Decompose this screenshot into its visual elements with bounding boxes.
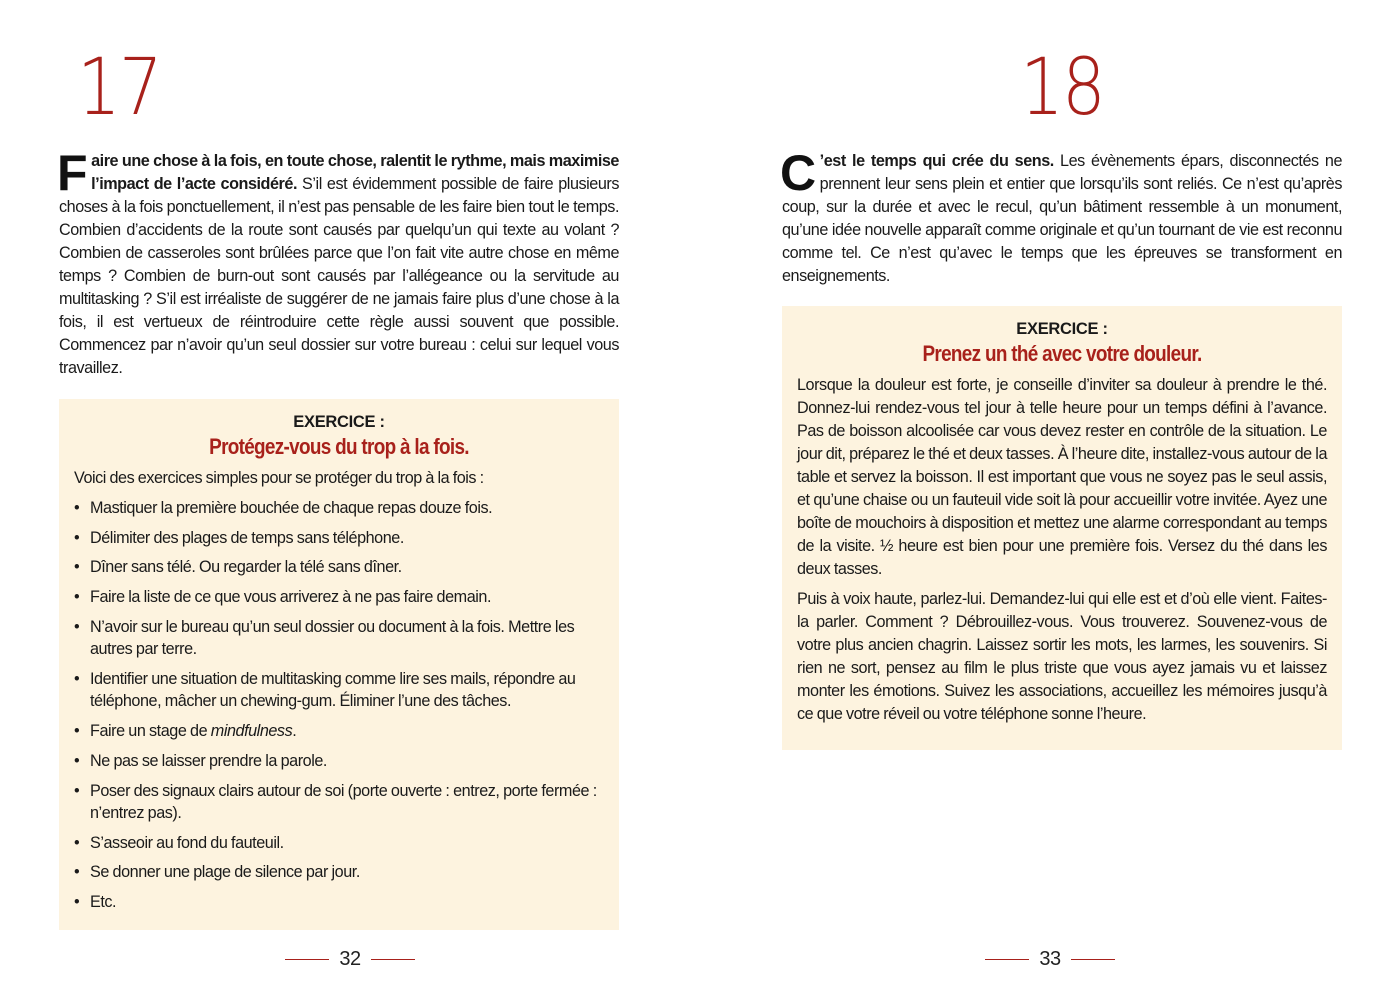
bullet-icon: •: [74, 833, 80, 852]
drop-cap: C: [780, 145, 816, 201]
drop-cap: F: [57, 145, 88, 201]
list-item: • S’asseoir au fond du fauteuil.: [74, 832, 604, 855]
page-number-text: 33: [1039, 947, 1061, 970]
page-left: [59, 0, 619, 988]
exercise-title: Protégez-vous du trop à la fois.: [209, 434, 469, 459]
list-item: • Identifier une situation de multitasking comme lire ses mails, répondre au téléphone, mâcher un chewing-gum. Éliminer l’une des tâches.: [74, 669, 576, 711]
list-item: • Mastiquer la première bouchée de chaque repas douze fois.: [74, 497, 604, 520]
exercise-box: [782, 306, 1342, 750]
list-item: • Faire un stage de mindfulness.: [74, 720, 604, 743]
exercise-title: Prenez un thé avec votre douleur.: [922, 341, 1202, 366]
intro-paragraph: [780, 145, 1343, 288]
page-number: [985, 944, 1115, 974]
list-item: • Dîner sans télé. Ou regarder la télé sans dîner.: [74, 556, 604, 579]
exercise-paragraph: Puis à voix haute, parlez-lui. Demandez-lui qui elle est et d’où elle vient. Faites-la parler. Comment ? Débrouillez-vous. Vous trouverez. Souvenez-vous de votre plus ancien chagrin. Laissez sortir les mots, les larmes, les souvenirs. Si rien ne sort, pensez au film le plus triste que vous ayez jamais vu et laissez monter les émotions. Suivez les associations, accueillez les mémoires jusqu’à ce que votre réveil ou votre téléphone sonne l’heure.: [797, 590, 1327, 723]
list-item: • Poser des signaux clairs autour de soi (porte ouverte : entrez, porte fermée : n’entrez pas).: [74, 781, 597, 822]
bullet-icon: •: [74, 669, 80, 688]
bullet-icon: •: [74, 781, 80, 800]
list-item: • Se donner une plage de silence par jour.: [74, 861, 604, 884]
list-item: • Etc.: [74, 891, 604, 914]
bullet-icon: •: [74, 893, 80, 912]
folio-rule-left: [285, 959, 329, 960]
intro-body: Les évènements épars, disconnectés ne prennent leur sens plein et entier que lorsqu’ils sont reliés. Ce n’est qu’après coup, sur la durée et avec le recul, qu’un bâtiment ressemble à un monument, qu’une idée nouvelle apparaît comme originale et qu’un tournant de vie est reconnu comme tel. Ce n’est qu’avec le temps que les épreuves se transforment en enseignements.: [782, 152, 1343, 285]
intro-body: S’il est évidemment possible de faire plusieurs choses à la fois ponctuellement, il n’est pas pensable de les faire bien tout le temps. Combien d’accidents de la route sont causés par quelqu’un qui texte au volant ? Combien de casseroles sont brûlées parce que l’on fait vite autre chose en même temps ? Combien de burn-out sont causés par l’allégeance ou la servitude au multitasking ? S’il est irréaliste de suggérer de ne jamais faire plus d’une chose à la fois, il est vertueux de réintroduire cette règle aussi souvent que possible. Commencez par n’avoir qu’un seul dossier sur votre bureau : celui sur lequel vous travaillez.: [59, 175, 619, 377]
folio-rule-left: [985, 959, 1029, 960]
exercise-list: [74, 497, 604, 914]
bullet-icon: •: [74, 588, 80, 607]
list-item: • Ne pas se laisser prendre la parole.: [74, 750, 604, 773]
list-item: • Délimiter des plages de temps sans téléphone.: [74, 527, 604, 550]
exercise-label: EXERCICE :: [1016, 320, 1108, 338]
page-right: [782, 0, 1342, 988]
page-number-text: 32: [339, 947, 361, 970]
bullet-icon: •: [74, 558, 80, 577]
chapter-number: 18: [1020, 43, 1104, 133]
bullet-icon: •: [74, 499, 80, 517]
exercise-box: [59, 399, 619, 930]
list-item: • Faire la liste de ce que vous arriverez à ne pas faire demain.: [74, 586, 604, 609]
folio-rule-right: [371, 959, 415, 960]
intro-lead: aire une chose à la fois, en toute chose, ralentit le rythme, mais maximise l’impact de l’acte considéré.: [91, 152, 619, 193]
exercise-paragraph: Lorsque la douleur est forte, je conseille d’inviter sa douleur à prendre le thé. Donnez-lui rendez-vous tel jour à telle heure pour un temps défini à l’avance. Pas de boisson alcoolisée car vous devez rester en contrôle de la situation. Le jour dit, préparez le thé et deux tasses. À l’heure dite, installez-vous autour de la table et servez la boisson. Il est important que vous ne soyez pas le seul assis, et qu’une chaise ou un fauteuil vide soit là pour accueillir votre invitée. Ayez une boîte de mouchoirs à disposition et mettez une alarme correspondant au temps de la visite. ½ heure est bien pour une première fois. Versez du thé dans les deux tasses.: [797, 376, 1327, 578]
page-number: [285, 944, 415, 974]
exercise-label: EXERCICE :: [293, 413, 385, 431]
bullet-icon: •: [74, 722, 80, 741]
bullet-icon: •: [74, 863, 80, 882]
intro-lead: ’est le temps qui crée du sens.: [819, 152, 1054, 170]
exercise-intro: Voici des exercices simples pour se protéger du trop à la fois :: [74, 469, 484, 487]
folio-rule-right: [1071, 959, 1115, 960]
bullet-icon: •: [74, 528, 80, 547]
list-item: • N’avoir sur le bureau qu’un seul dossier ou document à la fois. Mettre les autres par terre.: [74, 617, 575, 659]
intro-paragraph: [57, 145, 619, 380]
bullet-icon: •: [74, 751, 80, 770]
chapter-number: 17: [77, 43, 161, 133]
bullet-icon: •: [74, 617, 80, 636]
